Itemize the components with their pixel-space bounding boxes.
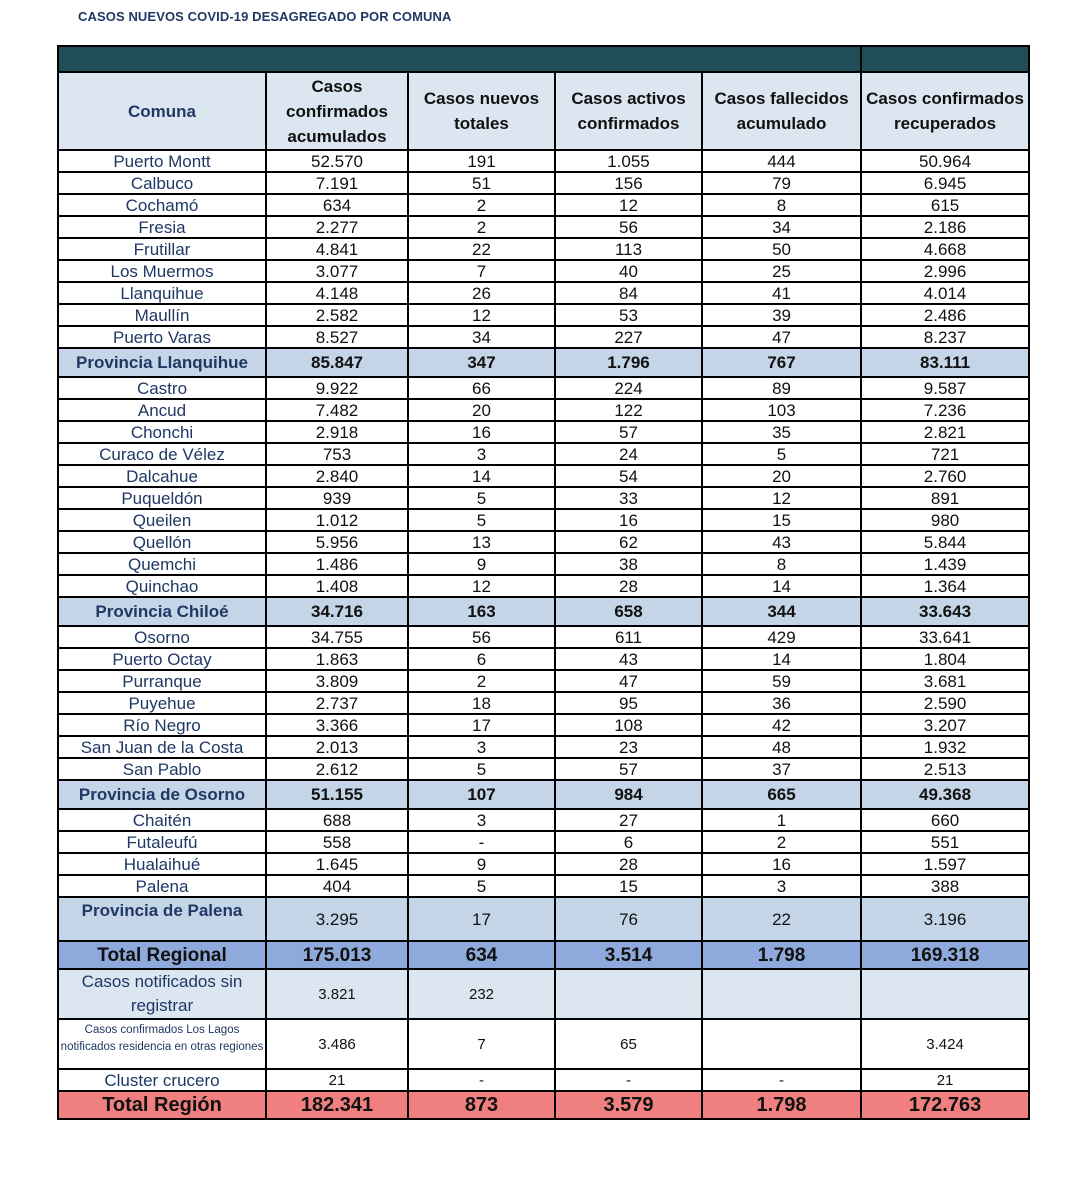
cell-activos: 3.514 xyxy=(555,941,702,969)
cell-nuevos: 17 xyxy=(408,897,555,941)
cell-confirmados: 2.277 xyxy=(266,216,408,238)
cell-comuna: Quemchi xyxy=(58,553,266,575)
cell-comuna: Futaleufú xyxy=(58,831,266,853)
cell-comuna: Cochamó xyxy=(58,194,266,216)
cell-confirmados: 2.737 xyxy=(266,692,408,714)
comuna-row xyxy=(58,377,1029,399)
province-row xyxy=(58,597,1029,626)
header-comuna: Comuna xyxy=(58,72,266,150)
cell-confirmados: 2.840 xyxy=(266,465,408,487)
cell-recuperados: 2.996 xyxy=(861,260,1029,282)
cell-nuevos: 3 xyxy=(408,809,555,831)
total-region-row xyxy=(58,1091,1029,1119)
header-recuperados: Casos confirmados recuperados xyxy=(861,72,1029,150)
cell-activos: 113 xyxy=(555,238,702,260)
cell-activos: 40 xyxy=(555,260,702,282)
cell-confirmados: 2.918 xyxy=(266,421,408,443)
cell-fallecidos: 344 xyxy=(702,597,861,626)
comuna-row xyxy=(58,648,1029,670)
cell-recuperados: 2.513 xyxy=(861,758,1029,780)
header-band-left xyxy=(58,46,861,72)
cell-comuna: Provincia Llanquihue xyxy=(58,348,266,377)
cell-fallecidos: 41 xyxy=(702,282,861,304)
cell-confirmados: 52.570 xyxy=(266,150,408,172)
cell-recuperados: 1.439 xyxy=(861,553,1029,575)
cell-confirmados: 7.482 xyxy=(266,399,408,421)
cell-confirmados: 3.295 xyxy=(266,897,408,941)
cell-recuperados: 721 xyxy=(861,443,1029,465)
otras-regiones-row xyxy=(58,1019,1029,1069)
cell-activos: 38 xyxy=(555,553,702,575)
cell-nuevos: - xyxy=(408,831,555,853)
comuna-row xyxy=(58,692,1029,714)
cell-fallecidos: 43 xyxy=(702,531,861,553)
cell-fallecidos: 89 xyxy=(702,377,861,399)
comuna-row xyxy=(58,194,1029,216)
cell-recuperados: 891 xyxy=(861,487,1029,509)
cell-confirmados: 634 xyxy=(266,194,408,216)
cell-recuperados: 49.368 xyxy=(861,780,1029,809)
cell-recuperados: 3.681 xyxy=(861,670,1029,692)
cell-comuna: Puerto Montt xyxy=(58,150,266,172)
cell-nuevos: 5 xyxy=(408,875,555,897)
cell-fallecidos: 42 xyxy=(702,714,861,736)
cell-confirmados: 753 xyxy=(266,443,408,465)
cell-confirmados: 3.486 xyxy=(266,1019,408,1069)
cell-comuna: Casos confirmados Los Lagos notificados residencia en otras regiones xyxy=(58,1019,266,1069)
cell-nuevos: 2 xyxy=(408,216,555,238)
cell-comuna: Provincia Chiloé xyxy=(58,597,266,626)
cell-activos: 28 xyxy=(555,853,702,875)
cell-fallecidos: 8 xyxy=(702,194,861,216)
comuna-row xyxy=(58,443,1029,465)
comuna-row xyxy=(58,758,1029,780)
cell-recuperados: 172.763 xyxy=(861,1091,1029,1119)
cell-fallecidos: 1 xyxy=(702,809,861,831)
province-row xyxy=(58,780,1029,809)
cell-comuna: Maullín xyxy=(58,304,266,326)
cell-recuperados: 2.590 xyxy=(861,692,1029,714)
cell-fallecidos: 1.798 xyxy=(702,941,861,969)
cell-recuperados: 83.111 xyxy=(861,348,1029,377)
cell-fallecidos: 12 xyxy=(702,487,861,509)
cell-fallecidos: 16 xyxy=(702,853,861,875)
cell-nuevos: 56 xyxy=(408,626,555,648)
comuna-row xyxy=(58,282,1029,304)
cell-fallecidos: 50 xyxy=(702,238,861,260)
cell-fallecidos xyxy=(702,1019,861,1069)
cell-fallecidos: 47 xyxy=(702,326,861,348)
cell-activos: 33 xyxy=(555,487,702,509)
cell-fallecidos: - xyxy=(702,1069,861,1091)
cell-fallecidos: 444 xyxy=(702,150,861,172)
cell-activos: - xyxy=(555,1069,702,1091)
comuna-row xyxy=(58,553,1029,575)
header-confirmados-acumulados: Casos confirmados acumulados xyxy=(266,72,408,150)
comuna-row xyxy=(58,304,1029,326)
cell-nuevos: 107 xyxy=(408,780,555,809)
province-row xyxy=(58,348,1029,377)
cell-activos: 65 xyxy=(555,1019,702,1069)
cell-fallecidos: 8 xyxy=(702,553,861,575)
cell-nuevos: 9 xyxy=(408,853,555,875)
cell-nuevos: 3 xyxy=(408,736,555,758)
cell-fallecidos: 37 xyxy=(702,758,861,780)
cell-comuna: Puerto Octay xyxy=(58,648,266,670)
cell-nuevos: 26 xyxy=(408,282,555,304)
cell-fallecidos: 3 xyxy=(702,875,861,897)
total-regional-row xyxy=(58,941,1029,969)
cell-comuna: Quinchao xyxy=(58,575,266,597)
cell-confirmados: 2.582 xyxy=(266,304,408,326)
cell-activos: 47 xyxy=(555,670,702,692)
cell-recuperados: 3.207 xyxy=(861,714,1029,736)
cell-fallecidos: 5 xyxy=(702,443,861,465)
cell-nuevos: 3 xyxy=(408,443,555,465)
cell-activos: 54 xyxy=(555,465,702,487)
cell-fallecidos: 1.798 xyxy=(702,1091,861,1119)
comuna-row xyxy=(58,150,1029,172)
cell-recuperados xyxy=(861,969,1029,1019)
cell-fallecidos: 79 xyxy=(702,172,861,194)
cell-nuevos: 18 xyxy=(408,692,555,714)
comuna-row xyxy=(58,216,1029,238)
cell-recuperados: 2.186 xyxy=(861,216,1029,238)
cell-comuna: Total Regional xyxy=(58,941,266,969)
cell-nuevos: 12 xyxy=(408,575,555,597)
cell-confirmados: 3.821 xyxy=(266,969,408,1019)
cell-comuna: San Pablo xyxy=(58,758,266,780)
header-band-right xyxy=(861,46,1029,72)
header-activos-confirmados: Casos activos confirmados xyxy=(555,72,702,150)
cell-nuevos: 17 xyxy=(408,714,555,736)
cell-nuevos: - xyxy=(408,1069,555,1091)
cell-comuna: Fresia xyxy=(58,216,266,238)
cell-confirmados: 4.841 xyxy=(266,238,408,260)
cell-nuevos: 7 xyxy=(408,1019,555,1069)
cell-fallecidos: 14 xyxy=(702,648,861,670)
cell-confirmados: 5.956 xyxy=(266,531,408,553)
province-row xyxy=(58,897,1029,941)
cell-recuperados: 615 xyxy=(861,194,1029,216)
comuna-row xyxy=(58,465,1029,487)
comuna-row xyxy=(58,238,1029,260)
cell-activos: 122 xyxy=(555,399,702,421)
cell-confirmados: 175.013 xyxy=(266,941,408,969)
cell-activos: 28 xyxy=(555,575,702,597)
header-fallecidos-acumulado: Casos fallecidos acumulado xyxy=(702,72,861,150)
cell-nuevos: 2 xyxy=(408,670,555,692)
cell-confirmados: 1.408 xyxy=(266,575,408,597)
cell-confirmados: 1.012 xyxy=(266,509,408,531)
cell-comuna: Casos notificados sin registrar xyxy=(58,969,266,1019)
cell-activos: 16 xyxy=(555,509,702,531)
cell-recuperados: 21 xyxy=(861,1069,1029,1091)
cell-nuevos: 5 xyxy=(408,758,555,780)
cell-comuna: Provincia de Osorno xyxy=(58,780,266,809)
cell-fallecidos: 34 xyxy=(702,216,861,238)
cell-comuna: Dalcahue xyxy=(58,465,266,487)
cell-fallecidos: 25 xyxy=(702,260,861,282)
comuna-row xyxy=(58,626,1029,648)
cell-recuperados: 1.804 xyxy=(861,648,1029,670)
notificados-row xyxy=(58,969,1029,1019)
cell-comuna: Osorno xyxy=(58,626,266,648)
cell-confirmados: 3.809 xyxy=(266,670,408,692)
cell-activos: 12 xyxy=(555,194,702,216)
cell-comuna: Puqueldón xyxy=(58,487,266,509)
cell-fallecidos: 767 xyxy=(702,348,861,377)
document-title: CASOS NUEVOS COVID-19 DESAGREGADO POR COMUNA xyxy=(78,9,452,24)
cell-nuevos: 66 xyxy=(408,377,555,399)
cell-activos: 53 xyxy=(555,304,702,326)
cell-comuna: Puyehue xyxy=(58,692,266,714)
cell-recuperados: 2.486 xyxy=(861,304,1029,326)
comuna-row xyxy=(58,172,1029,194)
cell-nuevos: 9 xyxy=(408,553,555,575)
comuna-row xyxy=(58,326,1029,348)
cell-fallecidos: 103 xyxy=(702,399,861,421)
cell-comuna: San Juan de la Costa xyxy=(58,736,266,758)
cell-nuevos: 14 xyxy=(408,465,555,487)
cell-recuperados: 1.932 xyxy=(861,736,1029,758)
cell-confirmados: 51.155 xyxy=(266,780,408,809)
cell-fallecidos: 22 xyxy=(702,897,861,941)
cell-activos: 3.579 xyxy=(555,1091,702,1119)
comuna-row xyxy=(58,421,1029,443)
header-nuevos-totales: Casos nuevos totales xyxy=(408,72,555,150)
comuna-row xyxy=(58,260,1029,282)
comuna-row xyxy=(58,575,1029,597)
cell-confirmados: 21 xyxy=(266,1069,408,1091)
cell-fallecidos xyxy=(702,969,861,1019)
cell-comuna: Queilen xyxy=(58,509,266,531)
header-band xyxy=(58,46,1029,72)
cell-activos: 24 xyxy=(555,443,702,465)
cell-confirmados: 3.366 xyxy=(266,714,408,736)
cell-confirmados: 1.863 xyxy=(266,648,408,670)
cell-fallecidos: 2 xyxy=(702,831,861,853)
cell-activos: 156 xyxy=(555,172,702,194)
cell-fallecidos: 20 xyxy=(702,465,861,487)
cell-nuevos: 232 xyxy=(408,969,555,1019)
comuna-row xyxy=(58,531,1029,553)
cell-confirmados: 1.486 xyxy=(266,553,408,575)
cell-comuna: Purranque xyxy=(58,670,266,692)
cell-recuperados: 3.196 xyxy=(861,897,1029,941)
cell-comuna: Ancud xyxy=(58,399,266,421)
cell-activos: 62 xyxy=(555,531,702,553)
cell-recuperados: 7.236 xyxy=(861,399,1029,421)
cell-activos: 227 xyxy=(555,326,702,348)
cell-activos: 6 xyxy=(555,831,702,853)
cell-confirmados: 7.191 xyxy=(266,172,408,194)
cell-recuperados: 2.760 xyxy=(861,465,1029,487)
cell-comuna: Palena xyxy=(58,875,266,897)
cell-recuperados: 33.641 xyxy=(861,626,1029,648)
cell-fallecidos: 14 xyxy=(702,575,861,597)
cell-activos xyxy=(555,969,702,1019)
comuna-row xyxy=(58,875,1029,897)
cell-confirmados: 2.612 xyxy=(266,758,408,780)
cell-activos: 611 xyxy=(555,626,702,648)
cell-activos: 23 xyxy=(555,736,702,758)
cell-fallecidos: 36 xyxy=(702,692,861,714)
cell-confirmados: 558 xyxy=(266,831,408,853)
comuna-row xyxy=(58,670,1029,692)
comuna-row xyxy=(58,399,1029,421)
cell-activos: 27 xyxy=(555,809,702,831)
cell-recuperados: 2.821 xyxy=(861,421,1029,443)
cell-comuna: Los Muermos xyxy=(58,260,266,282)
cell-confirmados: 9.922 xyxy=(266,377,408,399)
cell-confirmados: 182.341 xyxy=(266,1091,408,1119)
cell-recuperados: 8.237 xyxy=(861,326,1029,348)
cell-activos: 224 xyxy=(555,377,702,399)
comuna-row xyxy=(58,736,1029,758)
cell-fallecidos: 665 xyxy=(702,780,861,809)
cell-fallecidos: 59 xyxy=(702,670,861,692)
cell-nuevos: 191 xyxy=(408,150,555,172)
cell-nuevos: 6 xyxy=(408,648,555,670)
cluster-row xyxy=(58,1069,1029,1091)
cell-confirmados: 85.847 xyxy=(266,348,408,377)
cell-fallecidos: 429 xyxy=(702,626,861,648)
cell-comuna: Cluster crucero xyxy=(58,1069,266,1091)
cell-activos: 57 xyxy=(555,421,702,443)
cell-nuevos: 5 xyxy=(408,509,555,531)
cell-activos: 95 xyxy=(555,692,702,714)
cell-nuevos: 634 xyxy=(408,941,555,969)
cell-recuperados: 388 xyxy=(861,875,1029,897)
cell-recuperados: 5.844 xyxy=(861,531,1029,553)
cell-confirmados: 34.716 xyxy=(266,597,408,626)
cell-nuevos: 12 xyxy=(408,304,555,326)
cell-comuna: Llanquihue xyxy=(58,282,266,304)
cell-recuperados: 50.964 xyxy=(861,150,1029,172)
cell-comuna: Chonchi xyxy=(58,421,266,443)
cell-activos: 43 xyxy=(555,648,702,670)
cell-nuevos: 34 xyxy=(408,326,555,348)
comuna-row xyxy=(58,487,1029,509)
cell-activos: 658 xyxy=(555,597,702,626)
cell-comuna: Chaitén xyxy=(58,809,266,831)
cell-confirmados: 688 xyxy=(266,809,408,831)
cell-activos: 1.055 xyxy=(555,150,702,172)
cell-confirmados: 939 xyxy=(266,487,408,509)
cell-nuevos: 163 xyxy=(408,597,555,626)
cell-fallecidos: 35 xyxy=(702,421,861,443)
cell-confirmados: 34.755 xyxy=(266,626,408,648)
cell-confirmados: 404 xyxy=(266,875,408,897)
cell-comuna: Puerto Varas xyxy=(58,326,266,348)
cell-recuperados: 4.014 xyxy=(861,282,1029,304)
column-header-row xyxy=(58,72,1029,150)
cell-nuevos: 347 xyxy=(408,348,555,377)
cell-activos: 76 xyxy=(555,897,702,941)
cell-fallecidos: 15 xyxy=(702,509,861,531)
cell-confirmados: 4.148 xyxy=(266,282,408,304)
cell-activos: 56 xyxy=(555,216,702,238)
cell-activos: 1.796 xyxy=(555,348,702,377)
cell-recuperados: 9.587 xyxy=(861,377,1029,399)
cell-comuna: Quellón xyxy=(58,531,266,553)
cell-activos: 108 xyxy=(555,714,702,736)
comuna-row xyxy=(58,853,1029,875)
cell-nuevos: 2 xyxy=(408,194,555,216)
cell-confirmados: 1.645 xyxy=(266,853,408,875)
cell-comuna: Calbuco xyxy=(58,172,266,194)
comuna-row xyxy=(58,831,1029,853)
cell-fallecidos: 39 xyxy=(702,304,861,326)
comuna-row xyxy=(58,809,1029,831)
cell-recuperados: 660 xyxy=(861,809,1029,831)
cell-recuperados: 4.668 xyxy=(861,238,1029,260)
cell-activos: 57 xyxy=(555,758,702,780)
cell-fallecidos: 48 xyxy=(702,736,861,758)
cell-activos: 15 xyxy=(555,875,702,897)
cell-nuevos: 20 xyxy=(408,399,555,421)
cell-comuna: Castro xyxy=(58,377,266,399)
cell-confirmados: 3.077 xyxy=(266,260,408,282)
cell-nuevos: 7 xyxy=(408,260,555,282)
cell-comuna: Total Región xyxy=(58,1091,266,1119)
comuna-row xyxy=(58,509,1029,531)
cell-confirmados: 8.527 xyxy=(266,326,408,348)
cell-recuperados: 3.424 xyxy=(861,1019,1029,1069)
cell-nuevos: 13 xyxy=(408,531,555,553)
covid-cases-table xyxy=(57,45,1030,1120)
cell-recuperados: 1.597 xyxy=(861,853,1029,875)
cell-nuevos: 873 xyxy=(408,1091,555,1119)
cell-comuna: Provincia de Palena xyxy=(58,897,266,941)
cell-comuna: Curaco de Vélez xyxy=(58,443,266,465)
cell-recuperados: 33.643 xyxy=(861,597,1029,626)
cell-recuperados: 980 xyxy=(861,509,1029,531)
cell-nuevos: 5 xyxy=(408,487,555,509)
cell-nuevos: 51 xyxy=(408,172,555,194)
cell-nuevos: 16 xyxy=(408,421,555,443)
cell-recuperados: 551 xyxy=(861,831,1029,853)
cell-comuna: Frutillar xyxy=(58,238,266,260)
cell-activos: 84 xyxy=(555,282,702,304)
cell-recuperados: 1.364 xyxy=(861,575,1029,597)
cell-nuevos: 22 xyxy=(408,238,555,260)
cell-confirmados: 2.013 xyxy=(266,736,408,758)
comuna-row xyxy=(58,714,1029,736)
cell-activos: 984 xyxy=(555,780,702,809)
cell-recuperados: 169.318 xyxy=(861,941,1029,969)
cell-recuperados: 6.945 xyxy=(861,172,1029,194)
cell-comuna: Río Negro xyxy=(58,714,266,736)
cell-comuna: Hualaihué xyxy=(58,853,266,875)
